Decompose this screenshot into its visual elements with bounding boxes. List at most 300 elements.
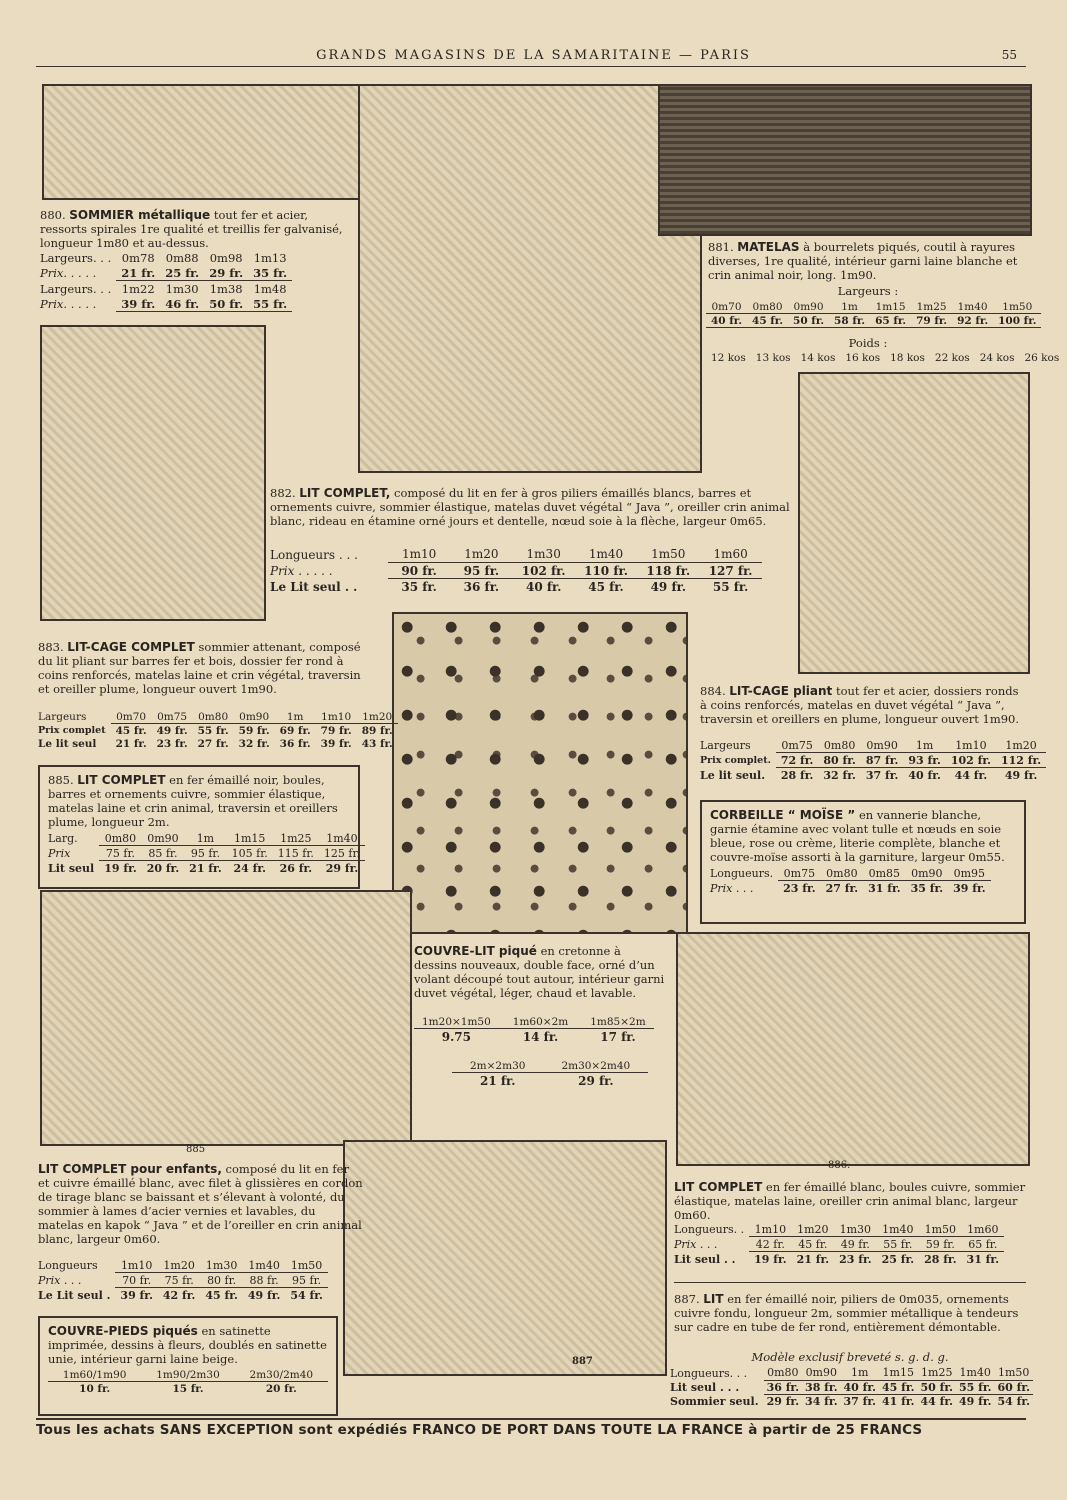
length-value: 1m10	[388, 546, 450, 563]
width-value: 1m38	[209, 282, 243, 296]
item-880-price-table	[40, 250, 292, 312]
price-value: 35 fr.	[910, 882, 944, 895]
price-value: 102 fr.	[946, 753, 996, 768]
price-value: 110 fr.	[575, 563, 637, 579]
item-title: CORBEILLE “ MOÏSE ”	[710, 808, 856, 822]
price-value: 90 fr.	[388, 563, 450, 579]
couvrelit-price-table-2	[452, 1060, 648, 1088]
price-value: 93 fr.	[903, 753, 945, 768]
width-value: 1m30	[165, 282, 199, 296]
price-value: 49 fr.	[247, 1289, 281, 1302]
price-value: 36 fr.	[463, 580, 500, 594]
width-value: 0m90	[234, 710, 275, 724]
price-value: 49 fr.	[834, 1237, 876, 1252]
width-value: 0m90	[788, 300, 829, 314]
price-value: 25 fr.	[160, 265, 204, 281]
price-value: 19 fr.	[754, 1253, 787, 1266]
width-value: 0m80	[193, 710, 234, 724]
price-value: 118 fr.	[637, 563, 699, 579]
item-883-description	[38, 640, 363, 696]
row-label: Le Lit seul . .	[270, 579, 358, 594]
width-value: 1m48	[253, 282, 287, 296]
price-value: 75 fr.	[99, 846, 141, 861]
item-title: LIT-CAGE pliant	[729, 684, 833, 698]
price-value: 54 fr.	[290, 1289, 323, 1302]
row-label: Largeurs	[700, 739, 751, 753]
price-value: 39 fr.	[116, 296, 160, 312]
childrens-bed-illustration	[40, 890, 412, 1146]
price-value: 21 fr.	[796, 1253, 830, 1266]
page-header: GRANDS MAGASINS DE LA SAMARITAINE — PARIS	[316, 48, 751, 63]
couvrelit-price-table	[414, 1016, 654, 1044]
width-value: 0m80	[747, 300, 788, 314]
price-value: 35 fr.	[248, 265, 292, 281]
length-value: 1m40	[575, 546, 637, 563]
row-label: Prix . . .	[710, 881, 754, 895]
price-value: 112 fr.	[996, 753, 1046, 768]
length-value: 1m30	[513, 546, 575, 563]
price-value: 39 fr.	[320, 738, 352, 750]
price-value: 79 fr.	[911, 314, 952, 328]
width-value: 1m15	[227, 831, 273, 846]
price-value: 21 fr.	[189, 862, 222, 875]
price-value: 45 fr.	[588, 580, 624, 594]
price-value: 55 fr.	[877, 1237, 919, 1252]
price-value: 40 fr.	[908, 769, 941, 782]
row-label: Le lit seul	[38, 738, 97, 750]
width-value: 0m80	[764, 1366, 802, 1380]
price-value: 35 fr.	[401, 580, 437, 594]
price-value: 75 fr.	[158, 1273, 200, 1288]
price-value: 9.75	[441, 1030, 472, 1044]
size-value: 2m×2m30	[452, 1060, 543, 1073]
width-value: 1m25	[911, 300, 952, 314]
price-value: 20 fr.	[146, 862, 180, 875]
price-value: 23 fr.	[156, 738, 188, 750]
item-text: composé du lit en fer à gros piliers émaillés blancs, barres et ornements cuivre, sommier élastique, matelas duvet végétal “ Java ”, oreiller crin animal blanc, rideau en étamine orné jours et dentelle, nœud soie à la flèche, largeur 0m65.	[270, 486, 790, 528]
width-value: 1m40	[319, 831, 365, 846]
length-value: 1m50	[637, 546, 699, 563]
length-value: 1m30	[834, 1222, 876, 1237]
width-value: 1m	[184, 831, 226, 846]
width-value: 1m15	[870, 300, 911, 314]
width-value: 1m10	[946, 738, 996, 753]
price-value: 70 fr.	[115, 1273, 157, 1288]
width-value: 1m	[829, 300, 870, 314]
price-value: 40 fr.	[841, 1380, 879, 1394]
lit-cage-illustration	[40, 325, 266, 621]
weight-value: 26 kos	[1024, 352, 1060, 364]
length-value: 1m10	[115, 1258, 157, 1273]
price-value: 29 fr.	[766, 1394, 800, 1408]
price-value: 39 fr.	[120, 1289, 153, 1302]
price-value: 37 fr.	[843, 1394, 877, 1408]
price-value: 105 fr.	[227, 846, 273, 861]
price-value: 39 fr.	[953, 882, 986, 895]
item-title: LIT COMPLET	[674, 1180, 763, 1194]
sommier-illustration	[42, 84, 404, 200]
width-value: 1m40	[952, 300, 993, 314]
price-value: 69 fr.	[279, 725, 311, 737]
width-value: 0m70	[111, 710, 152, 724]
item-number: 887.	[674, 1292, 700, 1306]
length-value: 1m20	[158, 1258, 200, 1273]
price-value: 95 fr.	[450, 563, 512, 579]
row-label: Prix complet	[38, 725, 106, 737]
price-value: 45 fr.	[115, 725, 147, 737]
corbeille-box	[700, 800, 1026, 924]
price-value: 44 fr.	[920, 1394, 953, 1408]
item-title: MATELAS	[737, 240, 800, 254]
width-value: 1m	[275, 710, 316, 724]
length-value: 0m75	[778, 866, 820, 881]
length-value: 1m20	[450, 546, 512, 563]
item-title: COUVRE-PIEDS piqués	[48, 1324, 198, 1338]
price-value: 42 fr.	[162, 1289, 196, 1302]
item-text: en fer émaillé blanc, boules cuivre, sommier élastique, matelas laine, oreiller crin animal blanc, largeur 0m60.	[674, 1180, 1026, 1222]
item-884-description	[700, 684, 1026, 726]
item-number: 880.	[40, 208, 66, 222]
item-title: LIT COMPLET,	[299, 486, 391, 500]
couvrepieds-description	[48, 1324, 328, 1366]
size-value: 1m90/2m30	[141, 1368, 234, 1382]
price-value: 59 fr.	[919, 1237, 961, 1252]
price-value: 25 fr.	[881, 1253, 915, 1266]
price-value: 14 fr.	[522, 1030, 559, 1044]
price-value: 49 fr.	[650, 580, 686, 594]
row-label: Sommier seul.	[670, 1395, 759, 1408]
width-value: 0m75	[776, 738, 818, 753]
price-value: 49 fr.	[958, 1394, 992, 1408]
length-value: 1m10	[749, 1222, 791, 1237]
row-label: Prix . . . . .	[270, 564, 333, 578]
row-label: Longueurs.	[710, 867, 774, 881]
length-value: 1m60	[699, 546, 761, 563]
price-value: 36 fr.	[764, 1380, 802, 1394]
price-value: 50 fr.	[204, 296, 248, 312]
item-885-price-table	[48, 831, 365, 875]
price-value: 80 fr.	[200, 1273, 242, 1288]
price-value: 59 fr.	[238, 725, 270, 737]
length-value: 1m40	[243, 1258, 285, 1273]
price-value: 50 fr.	[918, 1380, 956, 1394]
item-887-description	[674, 1292, 1026, 1334]
row-label: Longueurs. . .	[670, 1367, 748, 1380]
price-value: 55 fr.	[712, 580, 749, 594]
item-number: 883.	[38, 640, 64, 654]
price-value: 65 fr.	[870, 314, 911, 328]
childrens-bed-description	[38, 1162, 364, 1246]
weight-value: 13 kos	[755, 352, 791, 364]
price-value: 31 fr.	[868, 882, 901, 895]
size-value: 2m30/2m40	[235, 1368, 328, 1382]
lit-cage-pliant-illustration	[798, 372, 1030, 674]
width-value: 0m80	[818, 738, 860, 753]
row-label: Lit seul . .	[674, 1252, 736, 1266]
item-text: en vannerie blanche, garnie étamine avec volant tulle et nœuds en soie bleue, rose ou crème, literie complète, blanche et couvre-moïse assorti à la garniture, largeur 0m55.	[710, 808, 1005, 864]
section-rule	[674, 1282, 1026, 1283]
item-882-description	[270, 486, 790, 528]
corbeille-description	[710, 808, 1016, 864]
price-value: 72 fr.	[776, 753, 818, 768]
item-title: LIT	[703, 1292, 724, 1306]
width-value: 1m50	[994, 1366, 1032, 1380]
item-886-price-table	[674, 1222, 1004, 1266]
weight-value: 24 kos	[979, 352, 1015, 364]
width-value: 0m98	[209, 251, 243, 265]
row-label: Prix complet.	[700, 755, 771, 766]
price-value: 60 fr.	[994, 1380, 1032, 1394]
price-value: 58 fr.	[829, 314, 870, 328]
price-value: 80 fr.	[818, 753, 860, 768]
price-value: 28 fr.	[780, 769, 814, 782]
item-881-weight-table	[706, 351, 1064, 364]
price-value: 79 fr.	[320, 725, 352, 737]
width-value: 0m70	[706, 300, 747, 314]
price-value: 89 fr.	[361, 725, 393, 737]
price-value: 43 fr.	[361, 738, 393, 750]
price-value: 41 fr.	[882, 1394, 915, 1408]
width-value: 1m22	[121, 282, 155, 296]
width-value: 1m50	[993, 300, 1041, 314]
row-label: Lit seul	[48, 861, 95, 875]
weight-value: 14 kos	[800, 352, 836, 364]
row-label: Longueurs . . .	[270, 547, 358, 562]
price-value: 95 fr.	[184, 846, 226, 861]
price-value: 38 fr.	[802, 1380, 840, 1394]
size-value: 1m60×2m	[499, 1016, 582, 1029]
item-text: en fer émaillé noir, boules, barres et ornements cuivre, sommier élastique, matelas laine et crin animal, traversin et oreillers plume, longueur 2m.	[48, 773, 338, 829]
item-text: à bourrelets piqués, coutil à rayures diverses, 1re qualité, intérieur garni laine blanche et crin animal noir, long. 1m90.	[708, 240, 1018, 282]
length-value: 1m50	[919, 1222, 961, 1237]
matelas-illustration	[658, 84, 1032, 236]
price-value: 21 fr.	[480, 1074, 516, 1088]
length-value: 1m20	[792, 1222, 834, 1237]
row-label: Longueurs. .	[674, 1223, 745, 1237]
weight-value: 22 kos	[934, 352, 970, 364]
length-value: 0m80	[821, 866, 863, 881]
row-label: Le lit seul.	[700, 768, 766, 782]
price-value: 92 fr.	[952, 314, 993, 328]
item-text: composé du lit en fer et cuivre émaillé blanc, avec filet à glissières en cordon de tirage blanc se baissant et s’élevant à volonté, du sommier à lames d’acier vernies et lavables, du matelas en kapok “ Java ” et de l’oreiller en crin animal blanc, largeur 0m60.	[38, 1162, 363, 1246]
width-value: 1m15	[879, 1366, 917, 1380]
price-value: 100 fr.	[993, 314, 1041, 328]
price-value: 88 fr.	[243, 1273, 285, 1288]
price-value: 49 fr.	[1004, 769, 1038, 782]
price-value: 29 fr.	[325, 862, 359, 875]
width-value: 1m25	[273, 831, 319, 846]
price-value: 23 fr.	[839, 1253, 872, 1266]
item-number: 884.	[700, 684, 726, 698]
couvre-lit-illustration	[392, 612, 688, 934]
price-value: 55 fr.	[956, 1380, 994, 1394]
row-label: Largeurs. . .	[40, 281, 112, 296]
item-number: 882.	[270, 486, 296, 500]
width-value: 0m90	[861, 738, 903, 753]
row-label: Larg.	[48, 832, 78, 846]
price-value: 21 fr.	[116, 265, 160, 281]
item-882-price-table	[270, 546, 762, 594]
item-number: 885.	[48, 773, 74, 787]
weight-value: 18 kos	[890, 352, 925, 364]
width-value: 0m90	[802, 1366, 840, 1380]
item-886-description	[674, 1180, 1026, 1222]
length-value: 1m50	[285, 1258, 327, 1273]
price-value: 32 fr.	[238, 738, 270, 750]
weight-value: 16 kos	[845, 352, 881, 364]
price-value: 115 fr.	[273, 846, 319, 861]
row-label: Lit seul . . .	[670, 1381, 740, 1394]
item-887-price-table	[670, 1366, 1033, 1408]
width-value: 1m	[841, 1366, 879, 1380]
width-value: 1m	[903, 738, 945, 753]
item-title: SOMMIER métallique	[69, 208, 211, 222]
width-value: 0m78	[121, 251, 155, 265]
length-value: 1m30	[200, 1258, 242, 1273]
length-value: 0m95	[948, 866, 990, 881]
price-value: 50 fr.	[788, 314, 829, 328]
price-value: 27 fr.	[197, 738, 229, 750]
row-label: Le Lit seul .	[38, 1288, 111, 1302]
width-value: 0m88	[165, 251, 199, 265]
width-value: 0m75	[152, 710, 193, 724]
row-label: Prix. . . . .	[40, 266, 97, 281]
width-value: 1m25	[918, 1366, 956, 1380]
footer-shipping-note: Tous les achats SANS EXCEPTION sont expédiés FRANCO DE PORT DANS TOUTE LA FRANCE à partir de 25 FRANCS	[36, 1422, 923, 1438]
price-value: 24 fr.	[233, 862, 266, 875]
item-text: en cretonne à dessins nouveaux, double face, orné d’un volant découpé tout autour, intérieur garni duvet végétal, léger, chaud et lavable.	[414, 944, 665, 1000]
width-value: 0m90	[142, 831, 184, 846]
width-value: 1m10	[316, 710, 357, 724]
size-value: 1m20×1m50	[414, 1016, 499, 1029]
item-text: tout fer et acier, ressorts spirales 1re qualité et treillis fer galvanisé, longueur 1m80 et au-dessus.	[40, 208, 343, 250]
item-title: LIT-CAGE COMPLET	[67, 640, 195, 654]
price-value: 29 fr.	[204, 265, 248, 281]
row-label: Largeurs	[38, 711, 87, 724]
price-value: 23 fr.	[783, 882, 816, 895]
price-value: 45 fr.	[205, 1289, 238, 1302]
row-label: Prix . . .	[674, 1238, 718, 1251]
price-value: 95 fr.	[285, 1273, 327, 1288]
white-iron-bed-illustration	[676, 932, 1030, 1166]
price-value: 125 fr.	[319, 846, 365, 861]
item-884-price-table	[700, 738, 1046, 782]
length-value: 0m90	[906, 866, 948, 881]
row-label: Prix . . .	[38, 1274, 82, 1287]
row-label: Prix	[48, 847, 71, 860]
item-883-price-table	[38, 710, 398, 750]
page-number: 55	[1001, 48, 1017, 62]
price-value: 45 fr.	[792, 1237, 834, 1252]
price-value: 20 fr.	[265, 1383, 297, 1395]
row-label: Prix. . . . .	[40, 297, 97, 312]
price-value: 36 fr.	[279, 738, 311, 750]
weight-value: 12 kos	[711, 352, 746, 364]
item-881-description	[708, 240, 1028, 282]
item-text: sommier attenant, composé du lit pliant sur barres fer et bois, dossier fer rond à coins renforcés, matelas laine et crin végétal, traversin et oreiller plume, longueur ouvert 1m90.	[38, 640, 361, 696]
couvrepieds-price-table	[48, 1368, 328, 1395]
row-label: Largeurs. . .	[40, 251, 112, 265]
size-value: 2m30×2m40	[543, 1060, 648, 1073]
price-value: 40 fr.	[706, 314, 747, 328]
price-value: 55 fr.	[248, 296, 292, 312]
price-value: 34 fr.	[805, 1394, 838, 1408]
size-value: 1m60/1m90	[48, 1368, 141, 1382]
price-value: 15 fr.	[172, 1383, 204, 1395]
width-value: 1m20	[996, 738, 1046, 753]
price-value: 10 fr.	[79, 1383, 111, 1395]
price-value: 28 fr.	[924, 1253, 957, 1266]
item-text: en fer émaillé noir, piliers de 0m035, ornements cuivre fondu, longueur 2m, sommier métallique à tendeurs sur cadre en tube de fer rond, entièrement démontable.	[674, 1292, 1019, 1334]
width-value: 1m40	[956, 1366, 994, 1380]
price-value: 40 fr.	[525, 580, 562, 594]
price-value: 102 fr.	[513, 563, 575, 579]
corbeille-price-table	[710, 866, 991, 895]
price-value: 45 fr.	[747, 314, 788, 328]
item-text: en satinette imprimée, dessins à fleurs, doublés en satinette unie, intérieur garni laine beige.	[48, 1324, 327, 1366]
price-value: 27 fr.	[825, 882, 859, 895]
item-885-description	[48, 773, 350, 829]
price-value: 54 fr.	[997, 1394, 1030, 1408]
price-value: 19 fr.	[104, 862, 137, 875]
childrens-bed-price-table	[38, 1258, 328, 1302]
width-value: 1m13	[253, 251, 287, 265]
price-value: 32 fr.	[823, 769, 856, 782]
item-title: LIT COMPLET	[77, 773, 166, 787]
price-value: 127 fr.	[699, 563, 761, 579]
item-number: 881.	[708, 240, 734, 254]
price-value: 44 fr.	[954, 769, 988, 782]
header-rule	[36, 66, 1026, 67]
item-885-box	[38, 765, 360, 889]
width-value: 1m20	[357, 710, 398, 724]
price-value: 37 fr.	[865, 769, 899, 782]
length-value: 1m40	[877, 1222, 919, 1237]
price-value: 31 fr.	[966, 1253, 1000, 1266]
poids-label: Poids :	[848, 336, 888, 350]
size-value: 1m85×2m	[582, 1016, 653, 1029]
row-label: Longueurs	[38, 1259, 98, 1273]
price-value: 21 fr.	[115, 738, 147, 750]
couvrelit-description	[414, 944, 666, 1000]
item-887-model-note: Modèle exclusif breveté s. g. d. g.	[751, 1350, 949, 1364]
price-value: 46 fr.	[160, 296, 204, 312]
price-value: 55 fr.	[197, 725, 229, 737]
price-value: 45 fr.	[879, 1380, 917, 1394]
caption-885: 885	[186, 1144, 206, 1155]
price-value: 29 fr.	[578, 1074, 614, 1088]
width-value: 0m80	[99, 831, 141, 846]
price-value: 85 fr.	[142, 846, 184, 861]
price-value: 26 fr.	[279, 862, 313, 875]
item-text: tout fer et acier, dossiers ronds à coins renforcés, matelas en duvet végétal “ Java ”, traversin et oreillers en plume, longueur ouvert 1m90.	[700, 684, 1020, 726]
length-value: 1m60	[962, 1222, 1004, 1237]
length-value: 0m85	[863, 866, 905, 881]
iron-bed-887-illustration	[343, 1140, 667, 1376]
price-value: 49 fr.	[156, 725, 188, 737]
couvrepieds-box	[38, 1316, 338, 1416]
item-title: COUVRE-LIT piqué	[414, 944, 537, 958]
largeurs-label: Largeurs :	[837, 284, 899, 298]
price-value: 65 fr.	[962, 1237, 1004, 1252]
price-value: 42 fr.	[749, 1237, 791, 1252]
footer-rule	[36, 1418, 1026, 1420]
item-881-price-table	[706, 300, 1041, 328]
item-title: LIT COMPLET pour enfants,	[38, 1162, 222, 1176]
crib-with-curtain-illustration	[358, 84, 702, 473]
item-880-description	[40, 208, 356, 250]
price-value: 17 fr.	[600, 1030, 636, 1044]
